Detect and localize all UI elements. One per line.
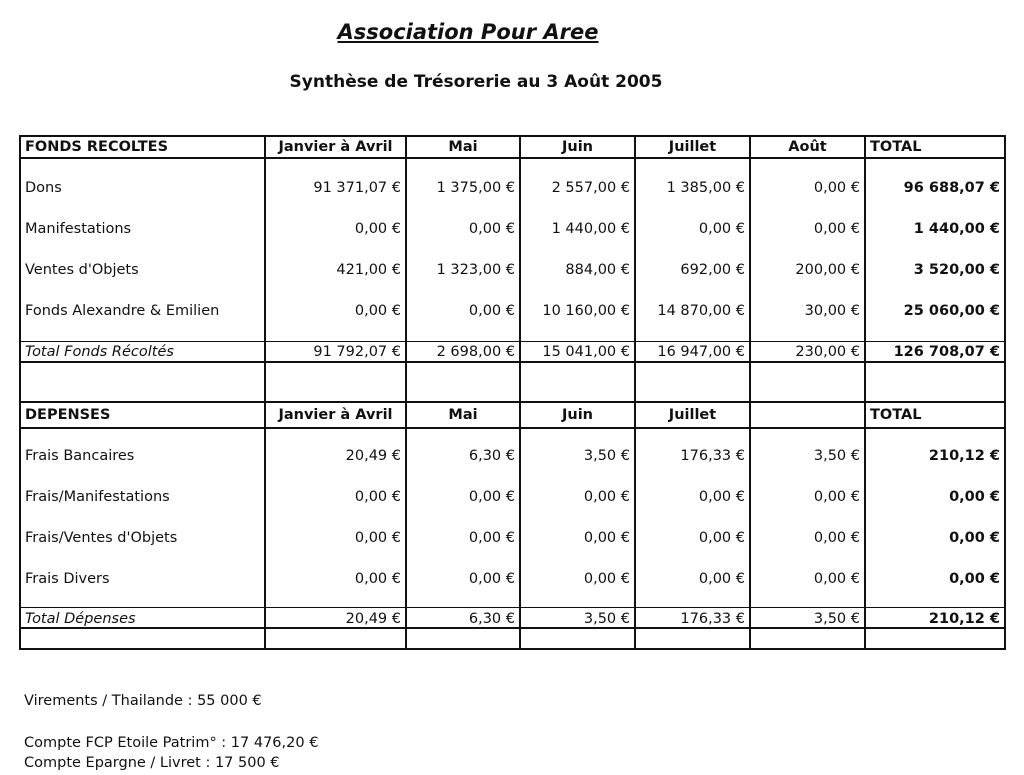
expenses-row-cell: 0,00 € (354, 489, 401, 505)
funds-row-cell: 1 375,00 € (436, 180, 515, 196)
expenses-row-cell: 0,00 € (949, 530, 1000, 546)
expenses-header-cell: Mai (448, 407, 478, 423)
expenses-row-cell: 0,00 € (354, 571, 401, 587)
expenses-header-cell (751, 405, 864, 425)
funds-row-cell: 421,00 € (336, 262, 401, 278)
expenses-row-cell: 6,30 € (468, 448, 515, 464)
funds-total-cell: 91 792,07 € (313, 344, 401, 360)
expenses-row-cell: 3,50 € (813, 448, 860, 464)
expenses-row-cell: Frais Bancaires (25, 448, 135, 464)
funds-total-cell: 15 041,00 € (542, 344, 630, 360)
funds-row-cell: 0,00 € (698, 221, 745, 237)
funds-row-cell: 96 688,07 € (903, 180, 1000, 196)
expenses-row-cell: 0,00 € (698, 530, 745, 546)
expenses-row-cell: 0,00 € (468, 530, 515, 546)
document-title: Association Pour Aree (337, 20, 599, 44)
expenses-row-cell: 0,00 € (583, 489, 630, 505)
funds-header-cell: Mai (448, 139, 478, 155)
expenses-total-cell: 3,50 € (813, 611, 860, 627)
expenses-row-cell: 0,00 € (698, 489, 745, 505)
funds-row-cell: 91 371,07 € (313, 180, 401, 196)
funds-header-cell: Août (788, 139, 827, 155)
note-line: Virements / Thailande : 55 000 € (24, 693, 262, 709)
expenses-row-cell: 176,33 € (680, 448, 745, 464)
expenses-row-cell: 0,00 € (698, 571, 745, 587)
expenses-header-cell: DEPENSES (25, 407, 111, 423)
funds-row-cell: 1 323,00 € (436, 262, 515, 278)
expenses-row-cell: Frais/Manifestations (25, 489, 170, 505)
row-divider (21, 607, 1004, 608)
expenses-header-cell: TOTAL (870, 407, 922, 423)
funds-row-cell: 10 160,00 € (542, 303, 630, 319)
funds-row-cell: 1 440,00 € (551, 221, 630, 237)
expenses-total-cell: 6,30 € (468, 611, 515, 627)
funds-total-cell: Total Fonds Récoltés (25, 344, 174, 360)
expenses-row-cell: 20,49 € (345, 448, 401, 464)
funds-row-cell: 14 870,00 € (657, 303, 745, 319)
funds-header-cell: FONDS RECOLTES (25, 139, 169, 155)
expenses-row-cell: Frais/Ventes d'Objets (25, 530, 178, 546)
note-line: Compte FCP Etoile Patrim° : 17 476,20 € (24, 735, 319, 751)
funds-row-cell: 0,00 € (813, 180, 860, 196)
expenses-total-cell: 176,33 € (680, 611, 745, 627)
row-divider (21, 157, 1004, 159)
row-divider (21, 401, 1004, 403)
funds-row-cell: 0,00 € (468, 221, 515, 237)
expenses-header-cell: Janvier à Avril (278, 407, 393, 423)
expenses-row-cell: 0,00 € (468, 571, 515, 587)
funds-row-cell: Manifestations (25, 221, 132, 237)
expenses-header-cell: Juillet (668, 407, 717, 423)
expenses-row-cell: 0,00 € (468, 489, 515, 505)
expenses-row-cell: 0,00 € (583, 571, 630, 587)
funds-row-cell: 692,00 € (680, 262, 745, 278)
funds-row-cell: 3 520,00 € (913, 262, 1000, 278)
funds-row-cell: 25 060,00 € (903, 303, 1000, 319)
funds-header-cell: Juin (561, 139, 593, 155)
document-subtitle: Synthèse de Trésorerie au 3 Août 2005 (289, 72, 663, 92)
treasury-table (19, 135, 1006, 650)
funds-row-cell: Dons (25, 180, 62, 196)
expenses-row-cell: 0,00 € (354, 530, 401, 546)
funds-header-cell: Janvier à Avril (278, 139, 393, 155)
funds-row-cell: 0,00 € (468, 303, 515, 319)
funds-row-cell: 0,00 € (813, 221, 860, 237)
expenses-row-cell: 0,00 € (813, 530, 860, 546)
funds-row-cell: 0,00 € (354, 221, 401, 237)
expenses-total-cell: 20,49 € (345, 611, 401, 627)
funds-row-cell: 2 557,00 € (551, 180, 630, 196)
row-divider (21, 427, 1004, 429)
expenses-row-cell: 0,00 € (813, 489, 860, 505)
note-line: Compte Epargne / Livret : 17 500 € (24, 755, 280, 771)
funds-total-cell: 126 708,07 € (893, 344, 1000, 360)
expenses-total-cell: Total Dépenses (25, 611, 136, 627)
expenses-row-cell: 210,12 € (928, 448, 1000, 464)
funds-row-cell: 1 385,00 € (666, 180, 745, 196)
funds-header-cell: TOTAL (870, 139, 922, 155)
expenses-row-cell: 0,00 € (949, 489, 1000, 505)
funds-row-cell: Fonds Alexandre & Emilien (25, 303, 220, 319)
funds-row-cell: 884,00 € (565, 262, 630, 278)
funds-total-cell: 230,00 € (795, 344, 860, 360)
expenses-row-cell: 0,00 € (813, 571, 860, 587)
expenses-header-cell: Juin (561, 407, 593, 423)
funds-row-cell: 0,00 € (354, 303, 401, 319)
funds-total-cell: 2 698,00 € (436, 344, 515, 360)
expenses-row-cell: 0,00 € (583, 530, 630, 546)
expenses-row-cell: 0,00 € (949, 571, 1000, 587)
expenses-row-cell: 3,50 € (583, 448, 630, 464)
expenses-row-cell: Frais Divers (25, 571, 110, 587)
expenses-total-cell: 3,50 € (583, 611, 630, 627)
funds-header-cell: Juillet (668, 139, 717, 155)
funds-row-cell: Ventes d'Objets (25, 262, 139, 278)
funds-row-cell: 1 440,00 € (913, 221, 1000, 237)
expenses-total-cell: 210,12 € (928, 611, 1000, 627)
funds-row-cell: 200,00 € (795, 262, 860, 278)
funds-total-cell: 16 947,00 € (657, 344, 745, 360)
funds-row-cell: 30,00 € (804, 303, 860, 319)
